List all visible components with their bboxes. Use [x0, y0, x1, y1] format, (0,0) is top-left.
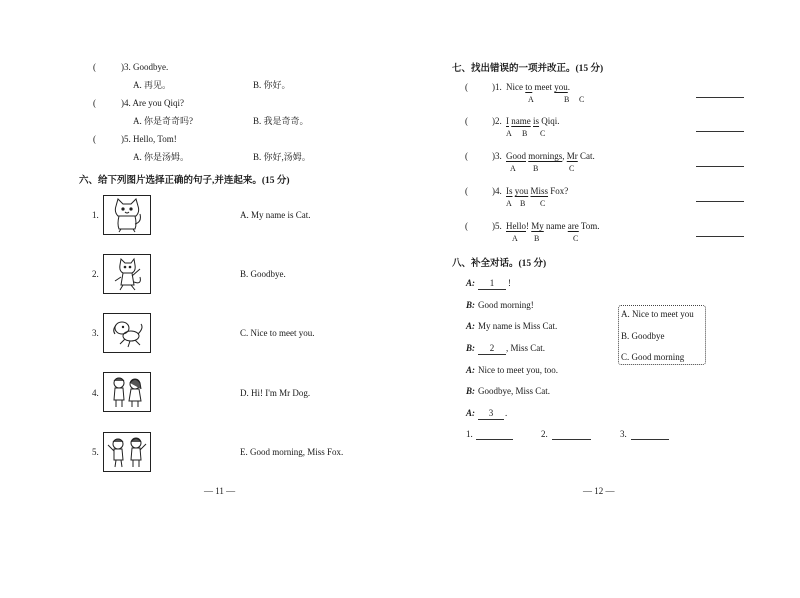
label-c: C [540, 129, 546, 138]
answer-label-1: 1. [466, 429, 473, 439]
answer-blank-2[interactable] [552, 439, 591, 440]
dialog-text: , Miss Cat. [506, 343, 546, 353]
speaker-a: A: [466, 408, 475, 418]
sentence-c: C. Nice to meet you. [240, 328, 315, 338]
answer-paren[interactable]: ( [465, 151, 468, 161]
option-c: C. Good morning [621, 352, 685, 362]
answer-label-3: 3. [620, 429, 627, 439]
item-number: 4. [92, 388, 99, 398]
label-a: A [528, 95, 534, 104]
correction-blank[interactable] [696, 166, 744, 167]
option-a: A. 再见。 [133, 80, 171, 90]
answer-blank-3[interactable] [631, 439, 669, 440]
item-number: 3. [92, 328, 99, 338]
question-text: )5. Hello, Tom! [121, 134, 177, 144]
cat-waving-icon [103, 254, 151, 294]
cat-face-icon [103, 195, 151, 235]
label-c: C [573, 234, 579, 243]
item-number: 5. [92, 447, 99, 457]
speaker-a: A: [466, 365, 475, 375]
page-number: — 11 — [204, 486, 236, 496]
speaker-a: A: [466, 278, 475, 288]
dog-running-icon [103, 313, 151, 353]
label-a: A [512, 234, 518, 243]
answer-blank-1[interactable] [476, 439, 513, 440]
label-b: B [564, 95, 570, 104]
speaker-a: A: [466, 321, 475, 331]
option-b: B. 你好,汤姆。 [253, 152, 311, 162]
dialog-text: My name is Miss Cat. [478, 321, 558, 331]
sentence-d: D. Hi! I'm Mr Dog. [240, 388, 311, 398]
option-a: A. 你是汤姆。 [133, 152, 189, 162]
question-number: )5. [492, 221, 502, 231]
dialog-text: Nice to meet you, too. [478, 365, 558, 375]
question-number: )2. [492, 116, 502, 126]
dialog-blank-3[interactable]: 3 [478, 408, 504, 420]
question-text: )3. Goodbye. [121, 62, 169, 72]
section-6-title: 六、给下列图片选择正确的句子,并连起来。(15 分) [79, 176, 290, 186]
label-b: B [520, 199, 526, 208]
label-b: B [533, 164, 539, 173]
sentence: Good mornings, Mr Cat. [506, 151, 595, 161]
speaker-b: B: [466, 386, 475, 396]
page-number: — 12 — [583, 486, 615, 496]
label-b: B [534, 234, 540, 243]
item-number: 1. [92, 210, 99, 220]
sentence-e: E. Good morning, Miss Fox. [240, 447, 344, 457]
correction-blank[interactable] [696, 201, 744, 202]
label-a: A [510, 164, 516, 173]
sentence: Hello! My name are Tom. [506, 221, 600, 231]
question-number: )3. [492, 151, 502, 161]
label-a: A [506, 129, 512, 138]
sentence-b: B. Goodbye. [240, 269, 286, 279]
dialog-text: Good morning! [478, 300, 534, 310]
option-b: B. 我是奇奇。 [253, 116, 309, 126]
dialog-text: . [505, 408, 508, 418]
answer-paren[interactable]: ( [93, 62, 96, 72]
right-page [400, 0, 800, 598]
sentence-a: A. My name is Cat. [240, 210, 311, 220]
two-children-waving-icon [103, 432, 151, 472]
item-number: 2. [92, 269, 99, 279]
question-number: )4. [492, 186, 502, 196]
option-b: B. 你好。 [253, 80, 291, 90]
answer-paren[interactable]: ( [93, 98, 96, 108]
correction-blank[interactable] [696, 131, 744, 132]
section-8-title: 八、补全对话。(15 分) [452, 259, 547, 269]
dialog-text: ! [508, 278, 511, 288]
label-b: B [522, 129, 528, 138]
answer-label-2: 2. [541, 429, 548, 439]
speaker-b: B: [466, 343, 475, 353]
label-c: C [569, 164, 575, 173]
answer-paren[interactable]: ( [465, 116, 468, 126]
dialog-blank-2[interactable]: 2 [478, 343, 506, 355]
question-text: )4. Are you Qiqi? [121, 98, 184, 108]
correction-blank[interactable] [696, 236, 744, 237]
sentence: Nice to meet you. [506, 82, 571, 92]
section-7-title: 七、找出错误的一项并改正。(15 分) [452, 64, 604, 74]
answer-paren[interactable]: ( [465, 221, 468, 231]
option-a: A. 你是奇奇吗? [133, 116, 193, 126]
label-c: C [540, 199, 546, 208]
dialog-blank-1[interactable]: 1 [478, 278, 506, 290]
option-a: A. Nice to meet you [621, 309, 694, 319]
sentence: Is you Miss Fox? [506, 186, 569, 196]
two-children-icon [103, 372, 151, 412]
dialog-text: Goodbye, Miss Cat. [478, 386, 550, 396]
option-b: B. Goodbye [621, 331, 665, 341]
question-number: )1. [492, 82, 502, 92]
label-c: C [579, 95, 585, 104]
answer-paren[interactable]: ( [93, 134, 96, 144]
sentence: I name is Qiqi. [506, 116, 560, 126]
answer-paren[interactable]: ( [465, 186, 468, 196]
speaker-b: B: [466, 300, 475, 310]
answer-paren[interactable]: ( [465, 82, 468, 92]
correction-blank[interactable] [696, 97, 744, 98]
label-a: A [506, 199, 512, 208]
